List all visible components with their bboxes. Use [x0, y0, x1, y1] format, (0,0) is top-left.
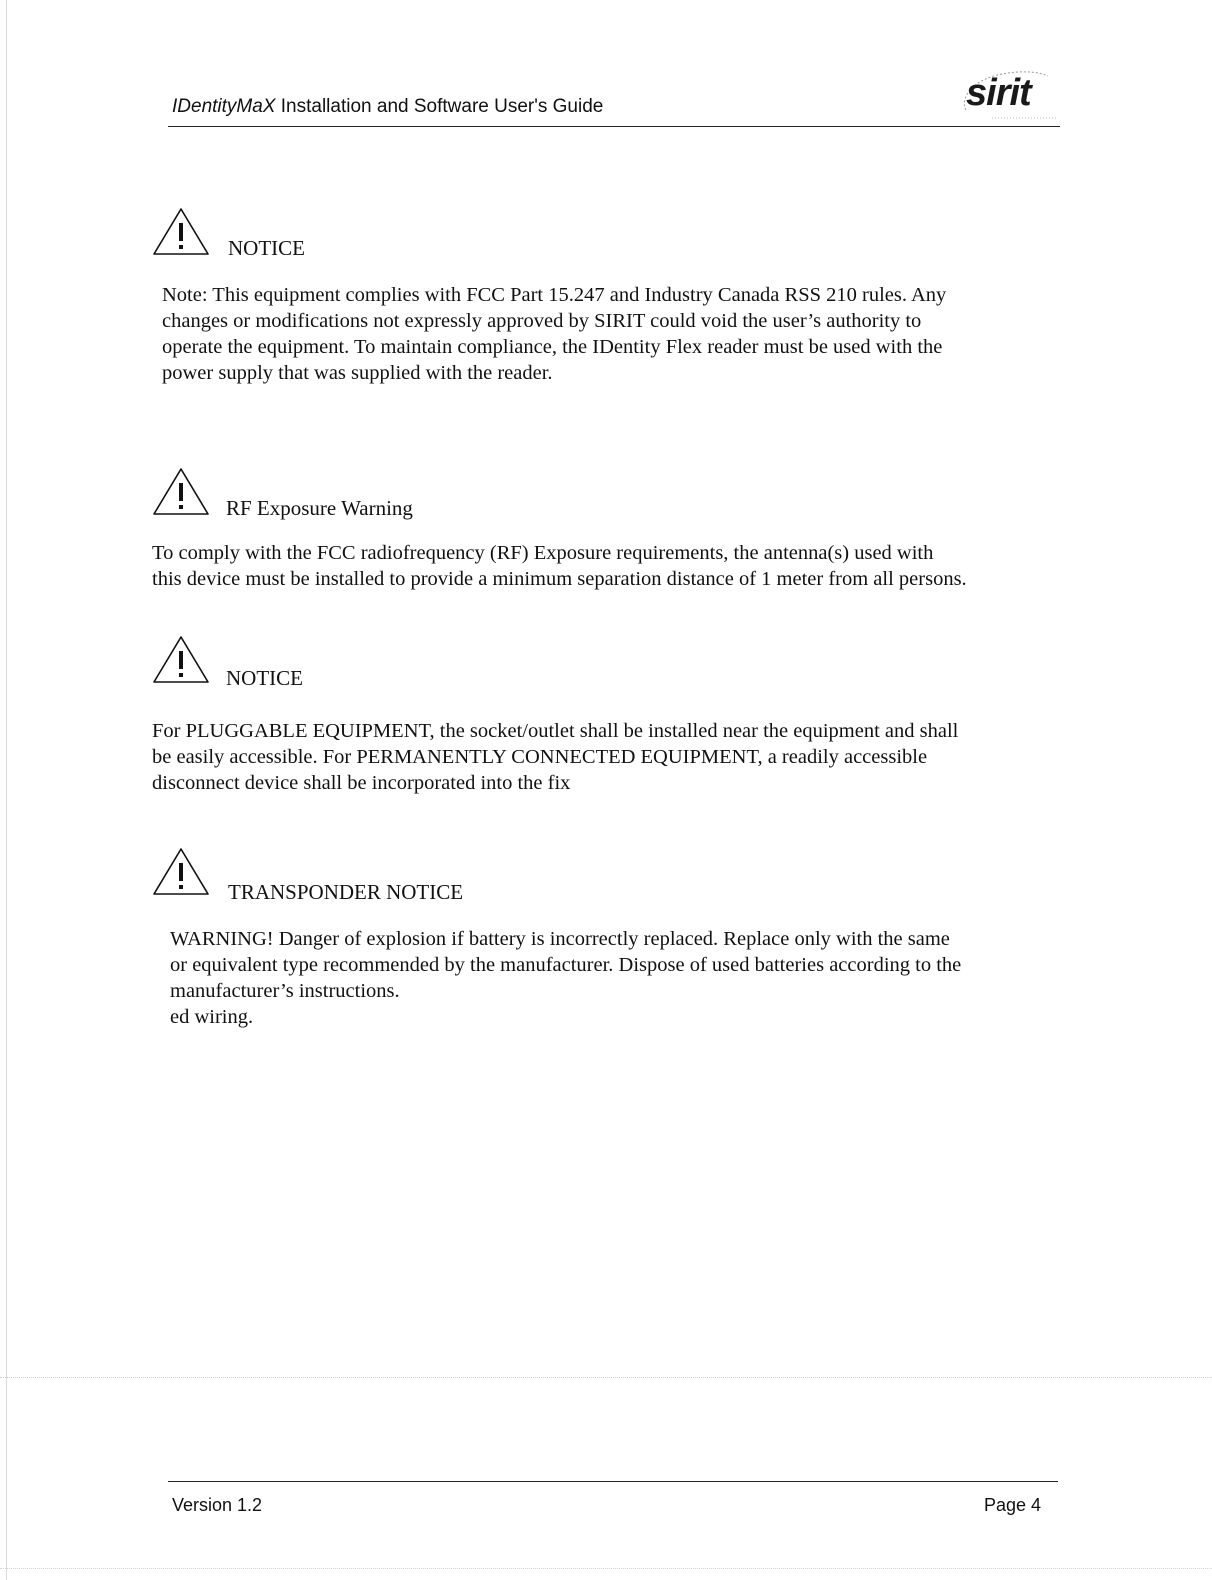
body-line: changes or modifications not expressly approved by SIRIT could void the user’s authority to — [162, 310, 922, 332]
body-line: operate the equipment. To maintain compliance, the IDentity Flex reader must be used with the — [162, 336, 943, 358]
footer-rule — [168, 1481, 1058, 1482]
header-title — [172, 96, 603, 118]
body-line: disconnect device shall be incorporated into the fix — [152, 772, 571, 794]
warning-triangle-icon — [150, 634, 212, 686]
footer-version: Version 1.2 — [172, 1495, 263, 1515]
page-edge — [6, 0, 7, 1580]
footer-page-number: Page 4 — [984, 1495, 1042, 1515]
body-line: power supply that was supplied with the reader. — [162, 362, 553, 384]
warning-triangle-icon — [150, 846, 212, 898]
section-body-rf-exposure — [152, 540, 967, 592]
section-title-rf-exposure: RF Exposure Warning — [226, 496, 413, 520]
body-line: ed wiring. — [170, 1006, 254, 1028]
sirit-logo — [952, 66, 1062, 124]
header-guide-title: Installation and Software User's Guide — [275, 96, 604, 117]
body-line: To comply with the FCC radiofrequency (RF) Exposure requirements, the antenna(s) used with — [152, 542, 934, 564]
body-line: For PLUGGABLE EQUIPMENT, the socket/outlet shall be installed near the equipment and shall — [152, 720, 959, 742]
header-rule — [168, 126, 1060, 127]
body-line: be easily accessible. For PERMANENTLY CONNECTED EQUIPMENT, a readily accessible — [152, 746, 928, 768]
body-line: this device must be installed to provide a minimum separation distance of 1 meter from all persons. — [152, 568, 967, 590]
body-line: or equivalent type recommended by the manufacturer. Dispose of used batteries according to the — [170, 954, 962, 976]
body-line: Note: This equipment complies with FCC Part 15.247 and Industry Canada RSS 210 rules. Any — [162, 284, 947, 306]
scan-artifact-line — [0, 1377, 1212, 1378]
header-product-name: IDentityMaX — [172, 96, 276, 117]
section-body-notice-1 — [162, 282, 946, 386]
section-title-notice-2: NOTICE — [226, 666, 303, 690]
section-body-notice-2 — [152, 718, 958, 796]
logo-text: sirit — [966, 72, 1031, 114]
body-line: manufacturer’s instructions. — [170, 980, 400, 1002]
section-body-transponder-notice — [170, 926, 961, 1030]
warning-triangle-icon — [150, 206, 212, 258]
body-line: WARNING! Danger of explosion if battery is incorrectly replaced. Replace only with the same — [170, 928, 950, 950]
warning-triangle-icon — [150, 466, 212, 518]
section-title-notice-1: NOTICE — [228, 236, 305, 260]
scan-artifact-line-bottom — [0, 1568, 1212, 1569]
section-title-transponder-notice: TRANSPONDER NOTICE — [228, 880, 464, 904]
